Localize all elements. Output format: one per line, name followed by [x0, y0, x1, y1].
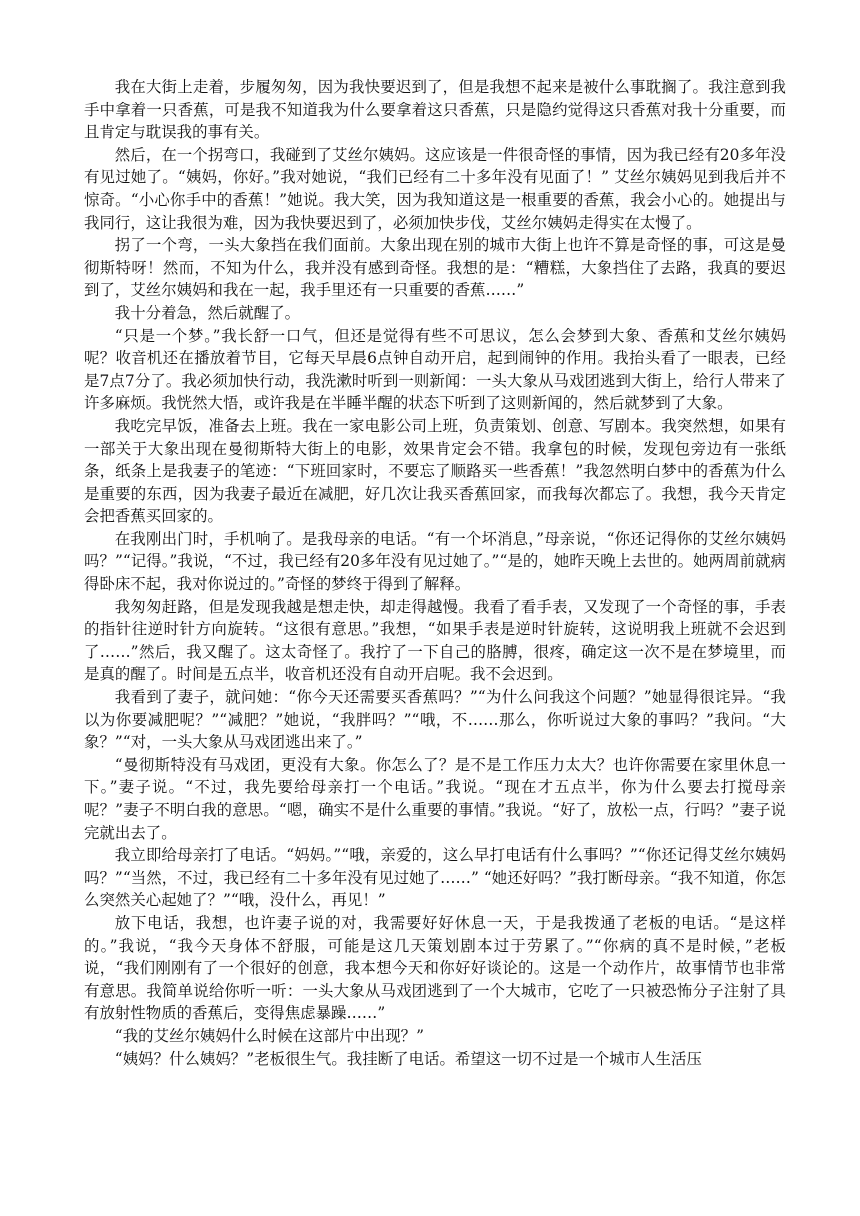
paragraph-1: 我在大街上走着，步履匆匆，因为我快要迟到了，但是我想不起来是被什么事耽搁了。我注意到我手中拿着一只香蕉，可是我不知道我为什么要拿着这只香蕉，只是隐约觉得这只香蕉对我十分重要，而且肯定与耽误我的事有关。	[84, 78, 786, 142]
paragraph-8: 我匆匆赶路，但是发现我越是想走快，却走得越慢。我看了看手表，又发现了一个奇怪的事，手表的指针往逆时针方向旋转。“这很有意思。”我想，“如果手表是逆时针旋转，这说明我上班就不会迟到了……”然后，我又醒了。这太奇怪了。我拧了一下自己的胳膊，很疼，确定这一次不是在梦境里，而是真的醒了。时间是五点半，收音机还没有自动开启呢。我不会迟到。	[84, 597, 786, 684]
paragraph-12: 放下电话，我想，也许妻子说的对，我需要好好休息一天，于是我拨通了老板的电话。“是这样的。”我说，“我今天身体不舒服，可能是这几天策划剧本过于劳累了。”“你病的真不是时候，”老板说，“我们刚刚有了一个很好的创意，我本想今天和你好好谈论的。这是一个动作片，故事情节也非常有意思。我简单说给你听一听：一头大象从马戏团逃到了一个大城市，它吃了一只被恐怖分子注射了具有放射性物质的香蕉后，变得焦虑暴躁……”	[84, 913, 786, 1023]
paragraph-3: 拐了一个弯，一头大象挡在我们面前。大象出现在别的城市大街上也许不算是奇怪的事，可这是曼彻斯特呀！然而，不知为什么，我并没有感到奇怪。我想的是：“糟糕，大象挡住了去路，我真的要迟到了，艾丝尔姨妈和我在一起，我手里还有一只重要的香蕉……”	[84, 236, 786, 300]
paragraph-4: 我十分着急，然后就醒了。	[114, 303, 301, 322]
paragraph-14: “姨妈？什么姨妈？”老板很生气。我挂断了电话。希望这一切不过是一个城市人生活压	[114, 1049, 702, 1068]
paragraph-6: 我吃完早饭，准备去上班。我在一家电影公司上班，负责策划、创意、写剧本。我突然想，如果有一部关于大象出现在曼彻斯特大街上的电影，效果肯定会不错。我拿包的时候，发现包旁边有一张纸条，纸条上是我妻子的笔迹：“下班回家时，不要忘了顺路买一些香蕉！”我忽然明白梦中的香蕉为什么是重要的东西，因为我妻子最近在减肥，好几次让我买香蕉回家，而我每次都忘了。我想，我今天肯定会把香蕉买回家的。	[84, 416, 786, 526]
paragraph-5: “只是一个梦。”我长舒一口气，但还是觉得有些不可思议，怎么会梦到大象、香蕉和艾丝尔姨妈呢？收音机还在播放着节目，它每天早晨6点钟自动开启，起到闹钟的作用。我抬头看了一眼表，已经是7点7分了。我必须加快行动，我洗漱时听到一则新闻：一头大象从马戏团逃到大街上，给行人带来了许多麻烦。我恍然大悟，或许我是在半睡半醒的状态下听到了这则新闻的，然后就梦到了大象。	[84, 326, 786, 413]
paragraph-13: “我的艾丝尔姨妈什么时候在这部片中出现？”	[114, 1026, 425, 1045]
paragraph-7: 在我刚出门时，手机响了。是我母亲的电话。“有一个坏消息，”母亲说，“你还记得你的艾丝尔姨妈吗？”“记得。”我说，“不过，我已经有20多年没有见过她了。”“是的，她昨天晚上去世的。她两周前就病得卧床不起，我对你说过的。”奇怪的梦终于得到了解释。	[84, 529, 786, 594]
paragraph-9: 我看到了妻子，就问她：“你今天还需要买香蕉吗？”“为什么问我这个问题？”她显得很诧异。“我以为你要减肥呢？”“减肥？”她说，“我胖吗？”“哦，不……那么，你听说过大象的事吗？”我问。“大象？”“对，一头大象从马戏团逃出来了。”	[84, 688, 786, 752]
paragraph-10: “曼彻斯特没有马戏团，更没有大象。你怎么了？是不是工作压力太大？也许你需要在家里休息一下。”妻子说。“不过，我先要给母亲打一个电话。”我说。“现在才五点半，你为什么要去打搅母亲呢？”妻子不明白我的意思。“嗯，确实不是什么重要的事情。”我说。“好了，放松一点，行吗？”妻子说完就出去了。	[84, 755, 786, 842]
paragraph-2: 然后，在一个拐弯口，我碰到了艾丝尔姨妈。这应该是一件很奇怪的事情，因为我已经有20多年没有见过她了。“姨妈，你好。”我对她说，“我们已经有二十多年没有见面了！” 艾丝尔姨妈见到我后并不惊奇。“小心你手中的香蕉！”她说。我大笑，因为我知道这是一根重要的香蕉，我会小心的。她提出与我同行，这让我很为难，因为我快要迟到了，必须加快步伐，艾丝尔姨妈走得实在太慢了。	[84, 145, 786, 232]
paragraph-11: 我立即给母亲打了电话。“妈妈。”“哦，亲爱的，这么早打电话有什么事吗？”“你还记得艾丝尔姨妈吗？”“当然，不过，我已经有二十多年没有见过她了……” “她还好吗？”我打断母亲。“我不知道，你怎么突然关心起她了？”“哦，没什么，再见！”	[84, 846, 786, 910]
